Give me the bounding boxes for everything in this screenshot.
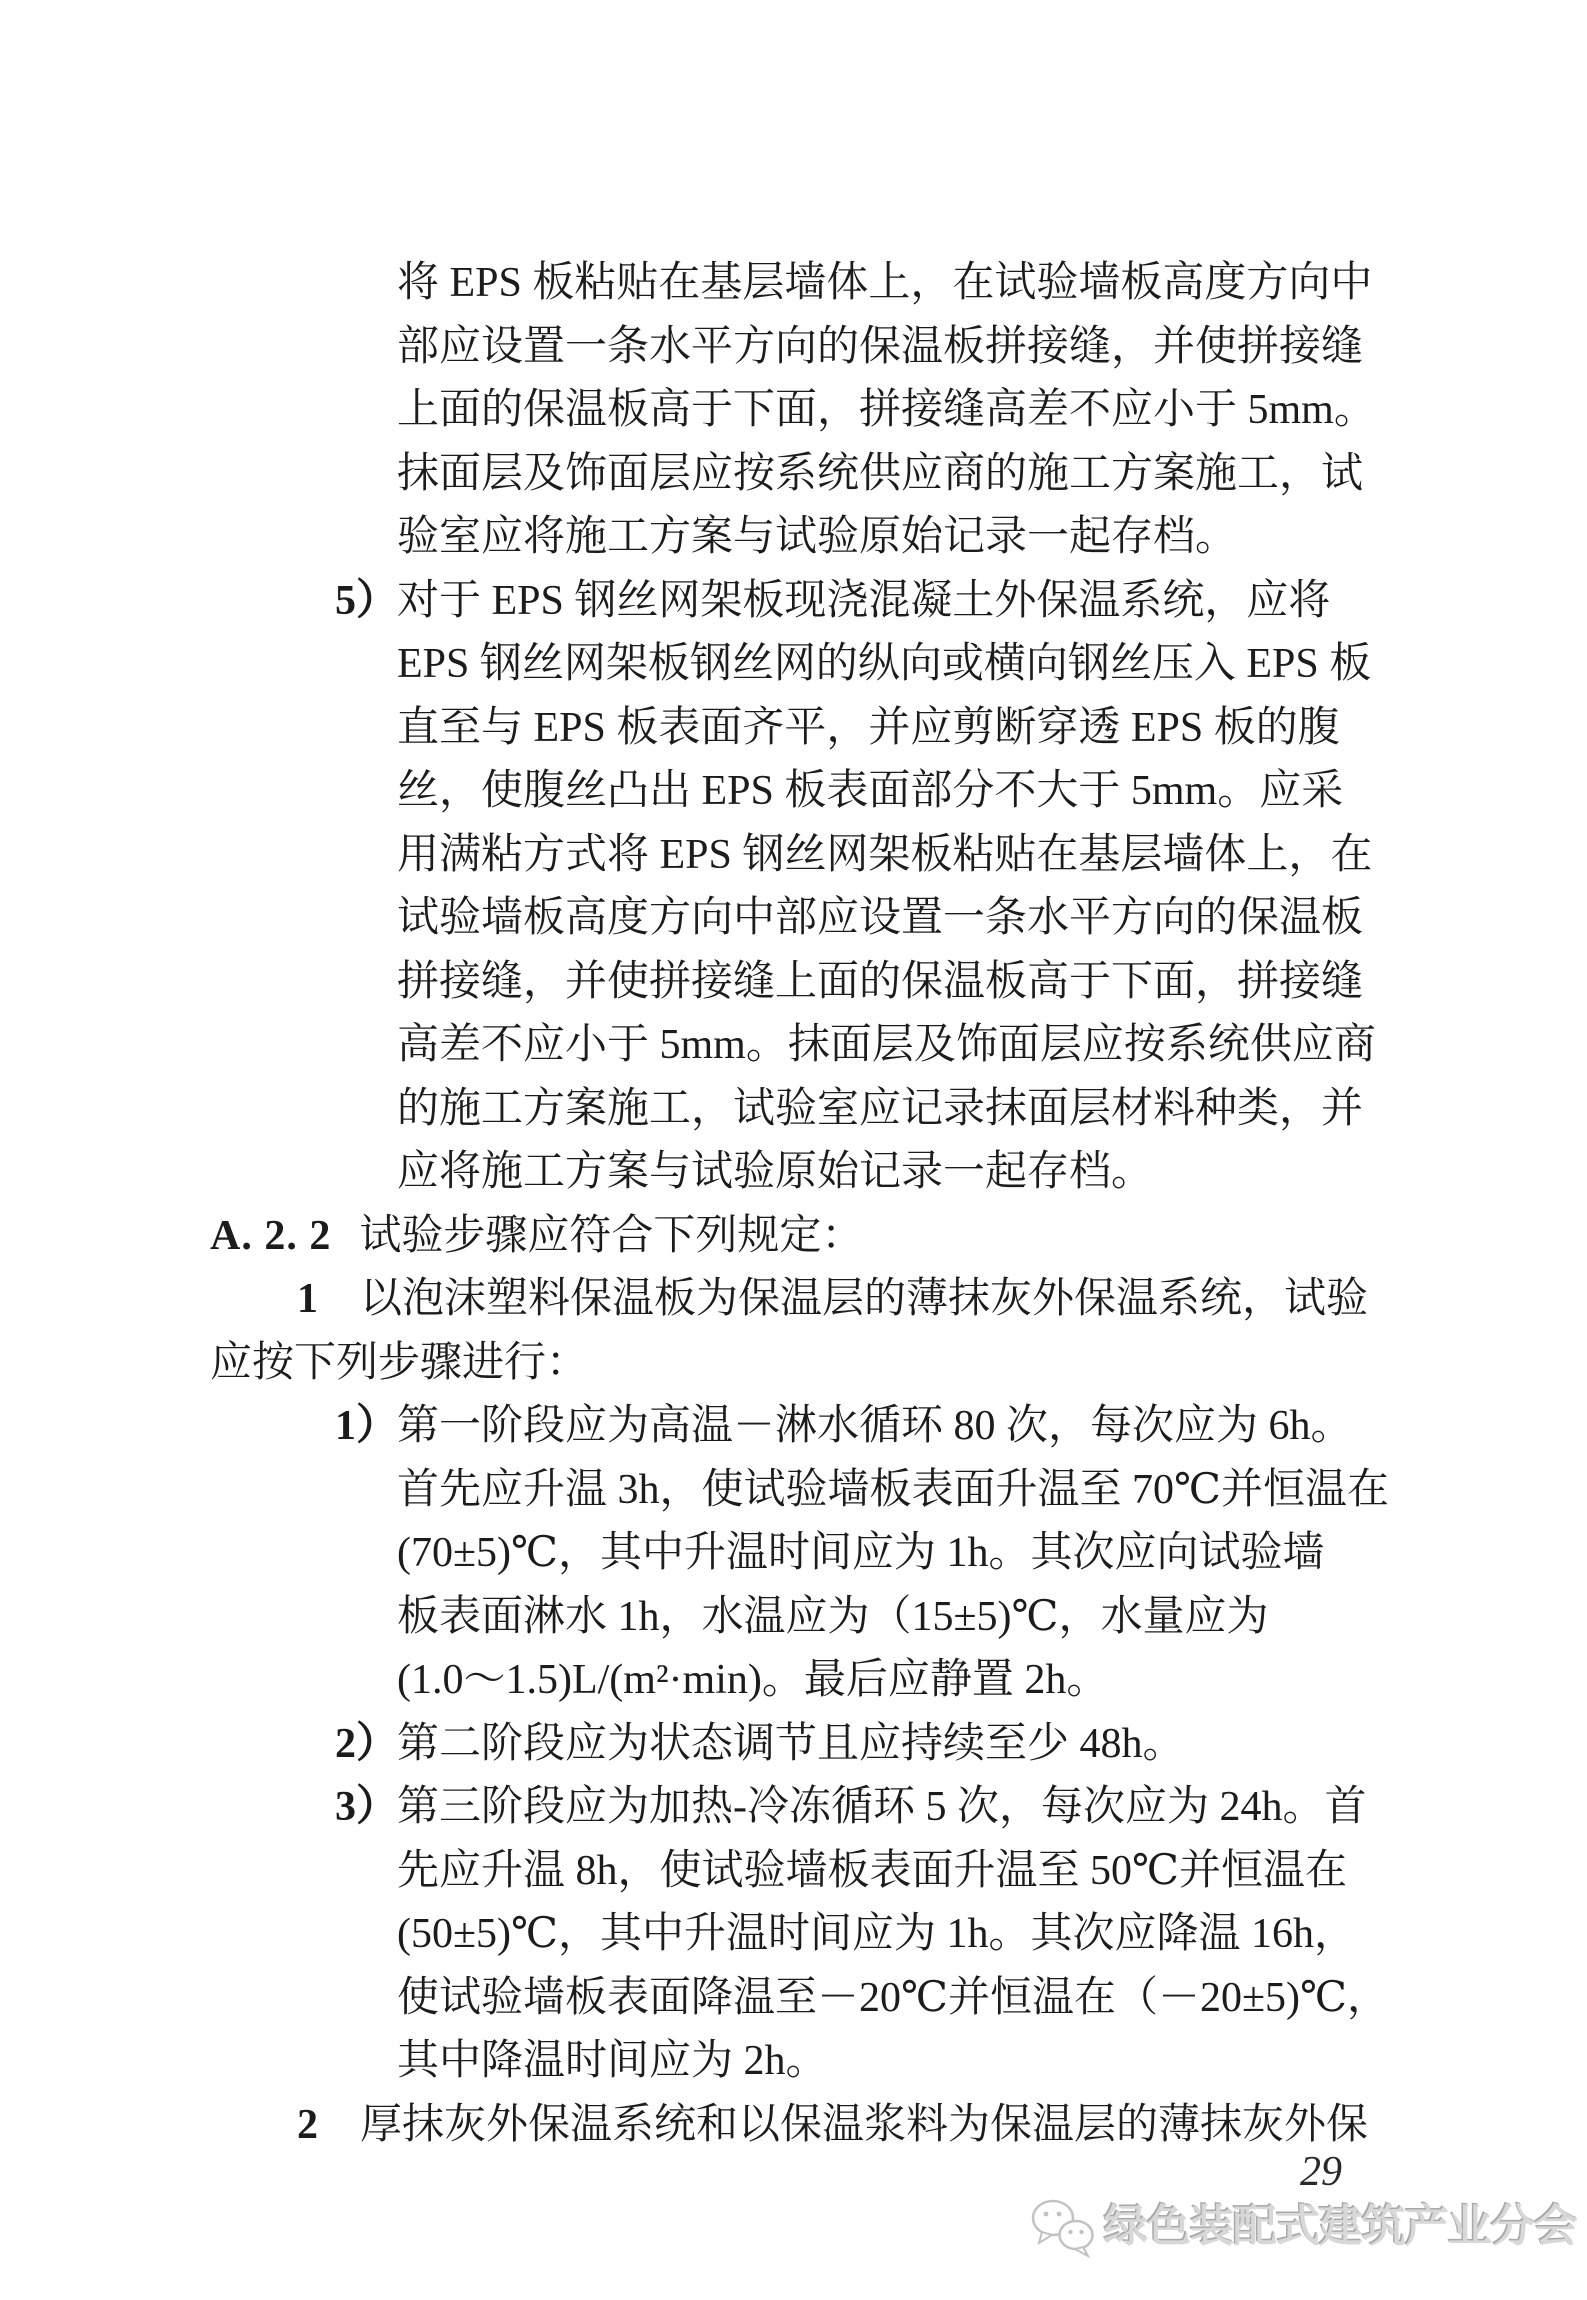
text-line: 首先应升温 3h，使试验墙板表面升温至 70℃并恒温在 [397, 1466, 1389, 1513]
text-line: 先应升温 8h，使试验墙板表面升温至 50℃并恒温在 [397, 1847, 1347, 1894]
text-line: 试验墙板高度方向中部应设置一条水平方向的保温板 [397, 895, 1364, 941]
list-item-1-3: 3）第三阶段应为加热-冷冻循环 5 次，每次应为 24h。首 [210, 1776, 1390, 1840]
list-label: 1） [335, 1403, 399, 1449]
text-line: (70±5)℃，其中升温时间应为 1h。其次应向试验墙 [397, 1530, 1325, 1576]
list-item-1-2: 2）第二阶段应为状态调节且应持续至少 48h。 [210, 1713, 1390, 1777]
text-line: 丝，使腹丝凸出 EPS 板表面部分不大于 5mm。应采 [397, 768, 1344, 814]
clause-label: A. 2. 2 [210, 1212, 332, 1259]
footer-brand [1030, 2196, 1577, 2258]
text-line: 其中降温时间应为 2h。 [397, 2038, 828, 2084]
text-line: 板表面淋水 1h，水温应为（15±5)℃，水量应为 [397, 1593, 1269, 1640]
text-line: 拼接缝，并使拼接缝上面的保温板高于下面，拼接缝 [397, 958, 1364, 1005]
list-label: 1 [297, 1276, 318, 1322]
list-item-5: 5）对于 EPS 钢丝网架板现浇混凝土外保温系统，应将 [210, 570, 1390, 634]
text-line: 的施工方案施工，试验室应记录抹面层材料种类，并 [397, 1085, 1364, 1132]
text-line: 应将施工方案与试验原始记录一起存档。 [397, 1149, 1154, 1195]
list-item-1: 1 以泡沫塑料保温板为保温层的薄抹灰外保温系统，试验 [210, 1268, 1390, 1332]
text-line: 应按下列步骤进行： [210, 1339, 589, 1386]
wechat-icon [1030, 2196, 1098, 2258]
text-line: 直至与 EPS 板表面齐平，并应剪断穿透 EPS 板的腹 [397, 704, 1340, 751]
text-line: 部应设置一条水平方向的保温板拼接缝，并使拼接缝 [397, 323, 1364, 370]
text-line: (50±5)℃，其中升温时间应为 1h。其次应降温 16h， [397, 1911, 1357, 1957]
text-line: 验室应将施工方案与试验原始记录一起存档。 [397, 514, 1238, 560]
text-line: 高差不应小于 5mm。抹面层及饰面层应按系统供应商 [397, 1022, 1376, 1068]
list-label: 3） [335, 1784, 399, 1830]
footer-brand-text: 绿色装配式建筑产业分会 [1104, 2202, 1577, 2251]
list-item-1-1: 1）第一阶段应为高温－淋水循环 80 次，每次应为 6h。 [210, 1395, 1390, 1459]
document-body [210, 252, 1390, 2157]
text-line: 上面的保温板高于下面，拼接缝高差不应小于 5mm。 [397, 387, 1376, 433]
list-label: 5） [335, 577, 399, 624]
text-line: 使试验墙板表面降温至－20℃并恒温在（－20±5)℃， [397, 1974, 1390, 2021]
list-item-2: 2 厚抹灰外保温系统和以保温浆料为保温层的薄抹灰外保 [210, 2094, 1390, 2158]
text-line: EPS 钢丝网架板钢丝网的纵向或横向钢丝压入 EPS 板 [397, 641, 1372, 687]
text-line: 将 EPS 板粘贴在基层墙体上，在试验墙板高度方向中 [397, 260, 1373, 306]
clause-A-2-2: A. 2. 2 试验步骤应符合下列规定： [210, 1212, 864, 1259]
text-line: 抹面层及饰面层应按系统供应商的施工方案施工，试 [397, 450, 1364, 497]
list-label: 2 [297, 2101, 318, 2148]
text-line: 用满粘方式将 EPS 钢丝网架板粘贴在基层墙体上，在 [397, 831, 1373, 878]
text-line: (1.0～1.5)L/(m²·min)。最后应静置 2h。 [397, 1657, 1109, 1703]
list-label: 2） [335, 1720, 399, 1767]
page-number: 29 [1300, 2149, 1342, 2195]
